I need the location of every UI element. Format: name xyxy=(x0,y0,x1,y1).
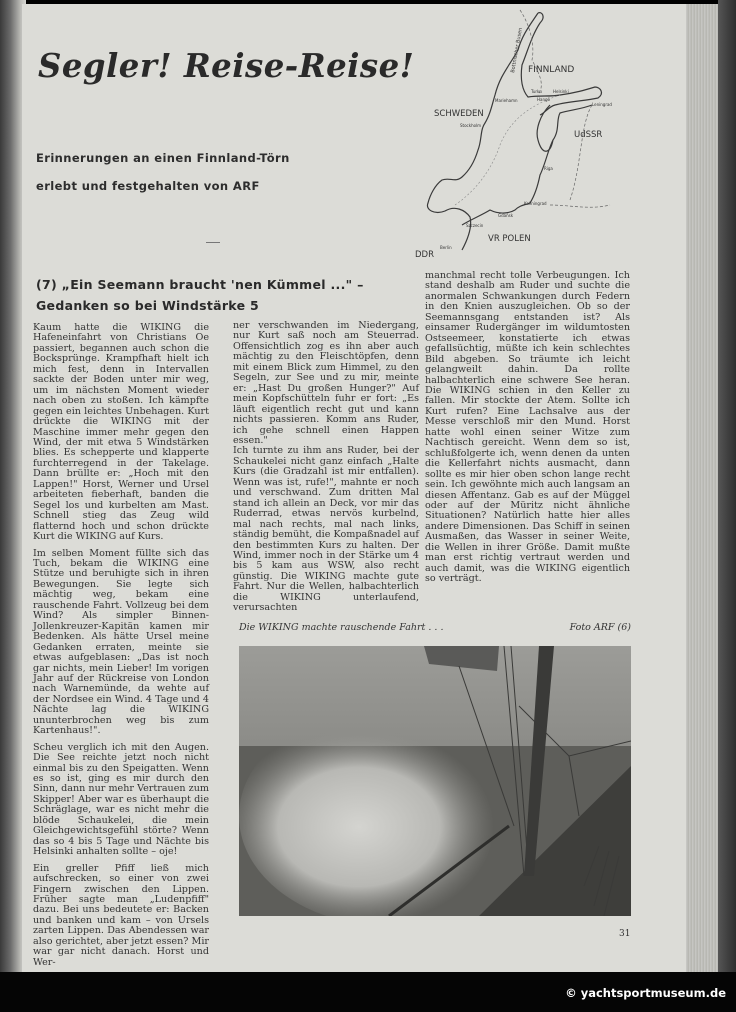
photo-credit: Foto ARF (6) xyxy=(569,622,631,633)
map-label-riga: Riga xyxy=(544,166,553,171)
map-label-hango: Hangö xyxy=(537,97,550,102)
map-label-mariehamn: Mariehamn xyxy=(495,98,518,103)
watermark: © yachtsportmuseum.de xyxy=(565,986,726,1000)
book-cover-edge xyxy=(718,0,736,978)
map-label-finland: FINNLAND xyxy=(528,65,575,75)
section-heading-line-2: Gedanken so bei Windstärke 5 xyxy=(36,298,260,313)
map-label-kaliningrad: Kaliningrad xyxy=(524,201,547,206)
paragraph: Kaum hatte die WIKING die Hafeneinfahrt von Christians Oe passiert, begannen auch schon die Bocksprünge. Krampfhaft hielt ich mich fest, denn in Intervallen sackte der Boden unter mir weg, um im nächsten Moment wieder nach oben zu stoßen. Ich kämpfte gegen ein leichtes Unbehagen. Kurt drückte die WIKING mit der Maschine immer mehr gegen den Wind, der mit etwa 5 Windstärken blies. Es schepperte und klapperte furchterregend in der Takelage. Dann brüllte er: „Hoch mit den Lappen!" Horst, Werner und Ursel arbeiteten fieberhaft, banden die Segel los und kurbelten am Mast. Schnell stieg das Zeug wild flatternd hoch und schon drückte Kurt die WIKING auf Kurs. xyxy=(33,322,209,543)
page-number: 31 xyxy=(619,929,631,939)
map-label-poland: VR POLEN xyxy=(488,234,531,244)
text-column-2 xyxy=(233,321,419,614)
photo-caption-text: Die WIKING machte rauschende Fahrt . . . xyxy=(239,622,444,633)
map-label-leningrad: Leningrad xyxy=(592,102,612,107)
map-label-ussr: UdSSR xyxy=(574,130,603,140)
paragraph: Ich turnte zu ihm ans Ruder, bei der Schaukelei nicht ganz einfach „Halte Kurs (die Gradzahl ist mir entfallen). Wenn was ist, rufe!", mahnte er noch und verschwand. Zum dritten Mal stand ich allein an Deck, vor mir das Ruderrad, etwas nervös kurbelnd, mal nach rechts, mal nach links, ständig bemüht, die Kompaßnadel auf den bestimmten Kurs zu halten. Der Wind, immer noch in der Stärke um 4 bis 5 kam aus WSW, also recht günstig. Die WIKING machte gute Fahrt. Nur die Wellen, halbachterlich die WIKING unterlaufend, verursachten xyxy=(233,445,419,614)
book-page-edges xyxy=(686,4,720,972)
map-coast-baltics xyxy=(462,105,592,225)
sailing-photo xyxy=(239,646,631,916)
map-label-gdansk: Gdańsk xyxy=(498,213,514,218)
baltic-sea-map xyxy=(410,5,650,263)
text-column-1 xyxy=(33,323,209,974)
map-coast-finland xyxy=(521,13,601,115)
sailing-photo-image xyxy=(239,646,631,916)
section-heading-line-1: (7) „Ein Seemann braucht 'nen Kümmel ..." – xyxy=(36,277,364,292)
article-subtitle-2: erlebt und festgehalten von ARF xyxy=(36,179,260,193)
map-label-szczecin: Szczecin xyxy=(466,223,484,228)
paragraph: Scheu verglich ich mit den Augen. Die See reichte jetzt noch nicht einmal bis zu den Speigatten. Wenn es so ist, ging es mir durch den Sinn, dann nur mehr Vertrauen zum Skipper! Aber war es überhaupt die Schräglage, war es nicht mehr die blöde Schaukelei, die mein Gleichgewichtsgefühl störte? Wenn das so 4 bis 5 Tage und Nächte bis Helsinki anhalten sollte – oje! xyxy=(33,741,209,858)
article-subtitle-1: Erinnerungen an einen Finnland-Törn xyxy=(36,151,290,165)
article-title: Segler! Reise-Reise! xyxy=(38,46,415,85)
paragraph: Ein greller Pfiff ließ mich aufschrecken, so einer von zwei Fingern zwischen den Lippen. Früher sagte man „Ludenpfiff" dazu. Bei uns bedeutete er: Backen und banken und kam – von Ursels zarten Lippen. Das Abendessen war also gerichtet, aber jetzt essen? Mir war gar nicht danach. Horst und Wer- xyxy=(33,862,209,968)
map-label-sweden: SCHWEDEN xyxy=(434,109,484,119)
map-label-turku: Turku xyxy=(531,89,542,94)
photo-caption xyxy=(239,622,631,633)
paragraph: Im selben Moment füllte sich das Tuch, bekam die WIKING eine Stütze und beruhigte sich in ihren Bewegungen. Sie legte sich mächtig weg, bekam eine rauschende Fahrt. Vollzeug bei dem Wind? Als simpler Binnen-Jollenkreuzer-Kapitän kamen mir Bedenken. Als hätte Ursel meine Gedanken erraten, meinte sie etwas aufgeblasen: „Das ist noch gar nichts, mein Lieber! Im vorigen Jahr auf der Rückreise von London nach Warnemünde, da wehte auf der Nordsee ein Wind. 4 Tage und 4 Nächte lag die WIKING ununterbrochen weg bis zum Kartenhaus!". xyxy=(33,547,209,737)
map-label-berlin: Berlin xyxy=(440,245,452,250)
map-border-east xyxy=(520,10,610,207)
map-label-stockholm: Stockholm xyxy=(460,123,482,128)
paragraph: manchmal recht tolle Verbeugungen. Ich stand deshalb am Ruder und suchte die anormalen Schwankungen durch Federn in den Knien auszugleichen. Ob so der Seemannsgang entstanden ist? Als einsamer Rudergänger im wildumtosten Ostseemeer, konstatierte ich etwas gefallsüchtig, müßte ich kein schlechtes Bild abgeben. So träumte ich leicht gelangweilt dahin. Da rollte halbachterlich eine schwere See heran. Die WIKING schien in den Keller zu fallen. Mir stockte der Atem. Sollte ich Kurt rufen? Eine Lachsalve aus der Messe verschloß mir den Mund. Horst hatte wohl einen seiner Witze zum Nachtisch gereicht. Wenn dem so ist, schlußfolgerte ich, wenn denen da unten die Kellerfahrt nichts ausmacht, dann sollte es mir hier oben schon lange recht sein. Ich gewöhnte mich auch langsam an diesen Affentanz. Gab es auf der Müggel oder auf der Müritz nicht ähnliche Situationen? Natürlich hatte hier alles andere Dimensionen. Das Schiff in seinen Ausmaßen, das Wasser in seiner Weite, die Wellen in ihrer Größe. Damit mußte man erst richtig vertraut werden und auch damit, was die WIKING eigentlich so verträgt. xyxy=(425,270,630,585)
map-label-gulf: Bottnischer Busen xyxy=(510,27,524,74)
paragraph: ner verschwanden im Niedergang, nur Kurt saß noch am Steuerrad. Offensichtlich zog es ihn aber auch mächtig zu den Fleischtöpfen, denn mit einem Blick zum Himmel, zu den Segeln, zur See und zu mir, meinte er: „Hast Du großen Hunger?" Auf mein Kopfschütteln fuhr er fort: „Es läuft eigentlich recht gut und kann nichts passieren. Komm ans Ruder, ich gehe schnell einen Happen essen." xyxy=(233,320,419,446)
map-label-helsinki: Helsinki xyxy=(553,89,569,94)
text-column-3 xyxy=(425,271,630,585)
map-label-gdr: DDR xyxy=(415,250,434,260)
divider xyxy=(206,242,220,243)
section-heading xyxy=(36,274,364,316)
